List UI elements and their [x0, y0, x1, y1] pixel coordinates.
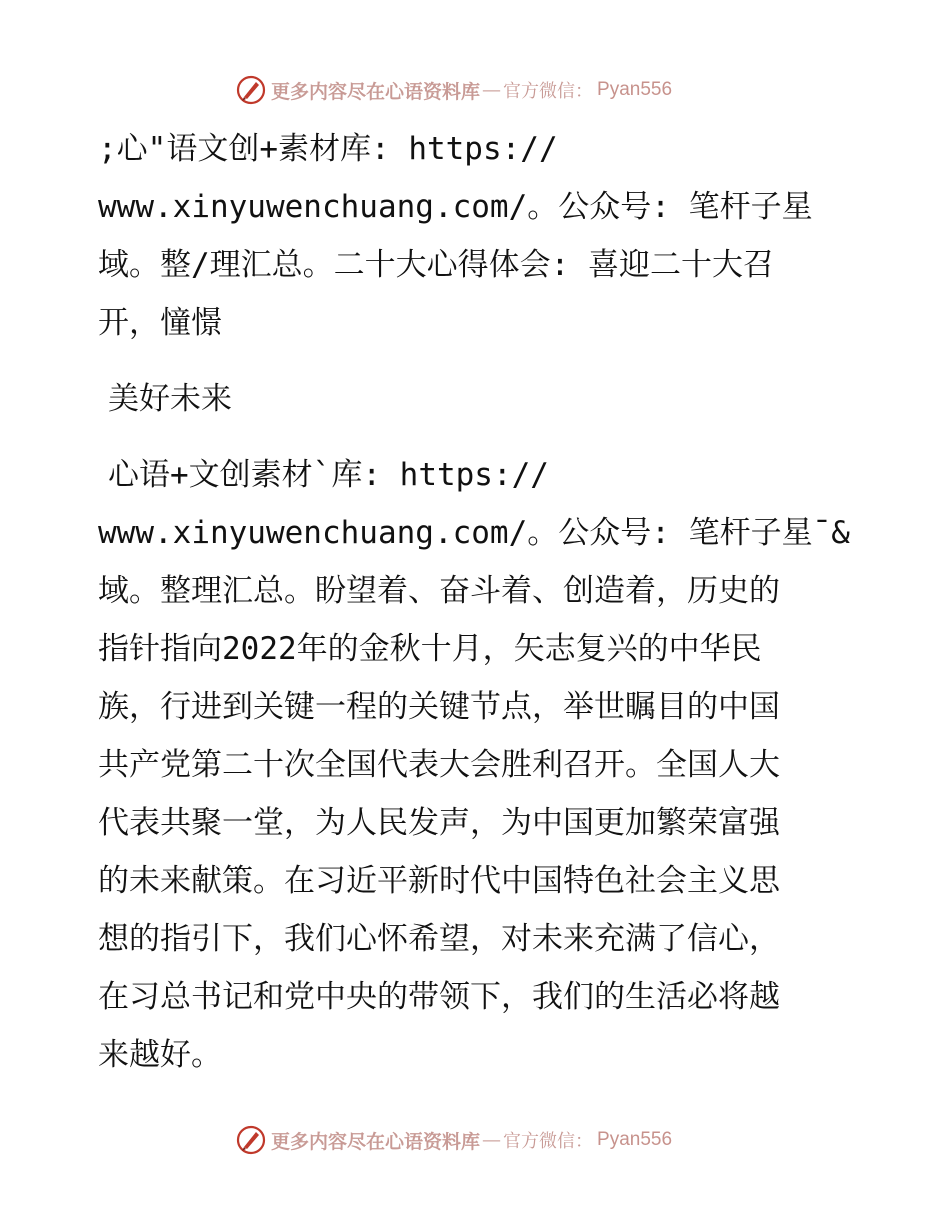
- text-line: 在习总书记和党中央的带领下，我们的生活必将越: [98, 979, 780, 1015]
- text-line: 心语+文创素材`库: https://: [108, 457, 549, 493]
- header-watermark: [235, 72, 672, 108]
- text-line: 来越好。: [98, 1037, 222, 1073]
- text-line: 代表共聚一堂，为人民发声，为中国更加繁荣富强: [98, 805, 780, 841]
- text-line: 指针指向2022年的金秋十月，矢志复兴的中华民: [98, 631, 762, 667]
- watermark-wechat-id: Pyan556: [597, 79, 673, 100]
- watermark-text: 更多内容尽在心语资料库: [271, 80, 481, 103]
- pen-logo-icon: [235, 74, 267, 106]
- text-line: 的未来献策。在习近平新时代中国特色社会主义思: [98, 863, 780, 899]
- footer-watermark: [235, 1122, 672, 1158]
- pen-logo-icon: [235, 1124, 267, 1156]
- section-title: 美好未来: [108, 381, 232, 417]
- text-line: ;心"语文创+素材库: https://: [98, 131, 558, 167]
- watermark-text: 更多内容尽在心语资料库: [271, 1130, 481, 1153]
- text-line: 族，行进到关键一程的关键节点，举世瞩目的中国: [98, 689, 780, 725]
- text-line: www.xinyuwenchuang.com/。公众号: 笔杆子星¯&: [98, 515, 850, 551]
- text-line: 域。整/理汇总。二十大心得体会: 喜迎二十大召: [98, 247, 774, 283]
- paragraph-gap: [98, 352, 858, 370]
- text-line: www.xinyuwenchuang.com/。公众号: 笔杆子星: [98, 189, 813, 225]
- watermark-wechat-label: 官方微信：: [503, 1131, 594, 1152]
- watermark-wechat-label: 官方微信：: [503, 81, 594, 102]
- document-body: [98, 120, 858, 1084]
- text-line: 域。整理汇总。盼望着、奋斗着、创造着，历史的: [98, 573, 780, 609]
- text-line: 开，憧憬: [98, 305, 222, 341]
- text-line: 共产党第二十次全国代表大会胜利召开。全国人大: [98, 747, 780, 783]
- watermark-wechat-id: Pyan556: [597, 1129, 673, 1150]
- watermark-separator: —: [482, 1129, 502, 1151]
- paragraph-gap: [98, 428, 858, 446]
- text-line: 想的指引下，我们心怀希望，对未来充满了信心，: [98, 921, 780, 957]
- watermark-separator: —: [482, 79, 502, 101]
